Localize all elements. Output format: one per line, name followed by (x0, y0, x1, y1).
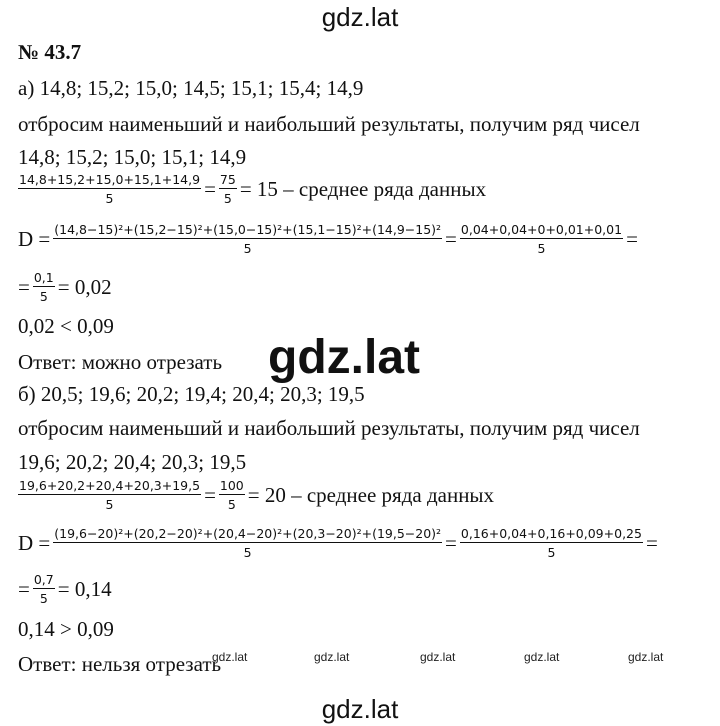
part-b-variance-tail: = $\frac{0,7}{5}$ = 0,14 (18, 572, 112, 606)
fraction-denominator: 5 (227, 497, 236, 512)
part-b-mean-row: $\frac{19,6+20,2+20,4+20,3+19,5}{5}$ = $\frac{100}{5}$ = 20 – среднее ряда данных (19, 478, 495, 512)
part-b-variance-fraction (53, 526, 442, 560)
part-b-data: б) 20,5; 19,6; 20,2; 19,4; 20,4; 20,3; 19,5 (18, 382, 365, 406)
fraction-numerator: (14,8−15)²+(15,2−15)²+(15,0−15)²+(15,1−15)²+(14,9−15)² (54, 222, 442, 237)
part-a-mean-result: = 15 – среднее ряда данных (239, 176, 487, 201)
fraction-denominator: 5 (39, 289, 48, 304)
watermark-center: gdz.lat (268, 331, 420, 384)
part-b-compare: 0,14 > 0,09 (18, 617, 114, 641)
part-a-tail-result: = 0,02 (57, 274, 112, 299)
part-a-variance-sum (460, 222, 623, 256)
fraction-numerator: 0,1 (33, 270, 54, 285)
variance-label: D = (18, 226, 51, 251)
fraction-denominator: 5 (537, 241, 546, 256)
part-a-compare: 0,02 < 0,09 (18, 314, 114, 338)
fraction-denominator: 5 (39, 591, 48, 606)
watermark-small: gdz.lat (420, 650, 456, 664)
part-a-answer: Ответ: можно отрезать (18, 350, 223, 374)
part-a-variance-row: D = $\frac{\text{(14,8−15)²+(15,2−15)²+(15,0−15)²+(15,1−15)²+(14,9−15)²}}{5}$ = $\frac{0,04+0,04+0+0,01+0,01}{5}$ = (18, 222, 638, 256)
fraction-numerator: (19,6−20)²+(20,2−20)²+(20,4−20)²+(20,3−20)²+(19,5−20)² (54, 526, 442, 541)
part-a-variance-fraction (53, 222, 442, 256)
fraction-numerator: 14,8+15,2+15,0+15,1+14,9 (19, 172, 201, 187)
part-a-data: а) 14,8; 15,2; 15,0; 14,5; 15,1; 15,4; 14,9 (18, 76, 364, 100)
part-b-tail-fraction (33, 572, 55, 606)
task-number: № 43.7 (18, 40, 82, 64)
part-a-mean-fraction (18, 172, 201, 206)
watermark-bottom: gdz.lat (321, 694, 399, 724)
part-b-mean-simplified (219, 478, 245, 512)
part-a-tail-fraction (33, 270, 55, 304)
part-a-variance-tail: = $\frac{0,1}{5}$ = 0,02 (18, 270, 112, 304)
part-b-discard-text: отбросим наименьший и наибольший результаты, получим ряд чисел (18, 416, 640, 440)
part-b-tail-result: = 0,14 (57, 576, 112, 601)
fraction-denominator: 5 (105, 497, 114, 512)
fraction-denominator: 5 (547, 545, 556, 560)
fraction-denominator: 5 (223, 191, 232, 206)
fraction-numerator: 0,04+0,04+0+0,01+0,01 (460, 222, 623, 237)
part-b-series: 19,6; 20,2; 20,4; 20,3; 19,5 (18, 450, 247, 474)
watermark-small: gdz.lat (524, 650, 560, 664)
fraction-numerator: 75 (219, 172, 236, 187)
part-a-mean-row: $\frac{14,8+15,2+15,0+15,1+14,9}{5}$ = $\frac{75}{5}$ = 15 – среднее ряда данных (19, 172, 487, 206)
fraction-numerator: 100 (219, 478, 244, 493)
fraction-denominator: 5 (243, 545, 252, 560)
fraction-numerator: 0,7 (33, 572, 54, 587)
variance-label: D = (18, 530, 51, 555)
part-b-variance-row: D = $\frac{\text{(19,6−20)²+(20,2−20)²+(20,4−20)²+(20,3−20)²+(19,5−20)²}}{5}$ = $\frac{0,16+0,04+0,16+0,09+0,25}{5}$ = (18, 526, 658, 560)
fraction-denominator: 5 (243, 241, 252, 256)
part-b-mean-result: = 20 – среднее ряда данных (247, 482, 495, 507)
part-b-mean-fraction (18, 478, 201, 512)
part-b-variance-sum (460, 526, 643, 560)
fraction-numerator: 19,6+20,2+20,4+20,3+19,5 (19, 478, 201, 493)
part-b-answer: Ответ: нельзя отрезать (18, 652, 222, 676)
part-a-mean-simplified (219, 172, 237, 206)
watermark-small: gdz.lat (314, 650, 350, 664)
watermark-small: gdz.lat (628, 650, 664, 664)
watermark-small: gdz.lat (212, 650, 248, 664)
part-a-discard-text: отбросим наименьший и наибольший результаты, получим ряд чисел (18, 112, 640, 136)
watermark-top: gdz.lat (321, 2, 399, 32)
fraction-denominator: 5 (105, 191, 114, 206)
fraction-numerator: 0,16+0,04+0,16+0,09+0,25 (460, 526, 642, 541)
part-a-series: 14,8; 15,2; 15,0; 15,1; 14,9 (18, 145, 247, 169)
